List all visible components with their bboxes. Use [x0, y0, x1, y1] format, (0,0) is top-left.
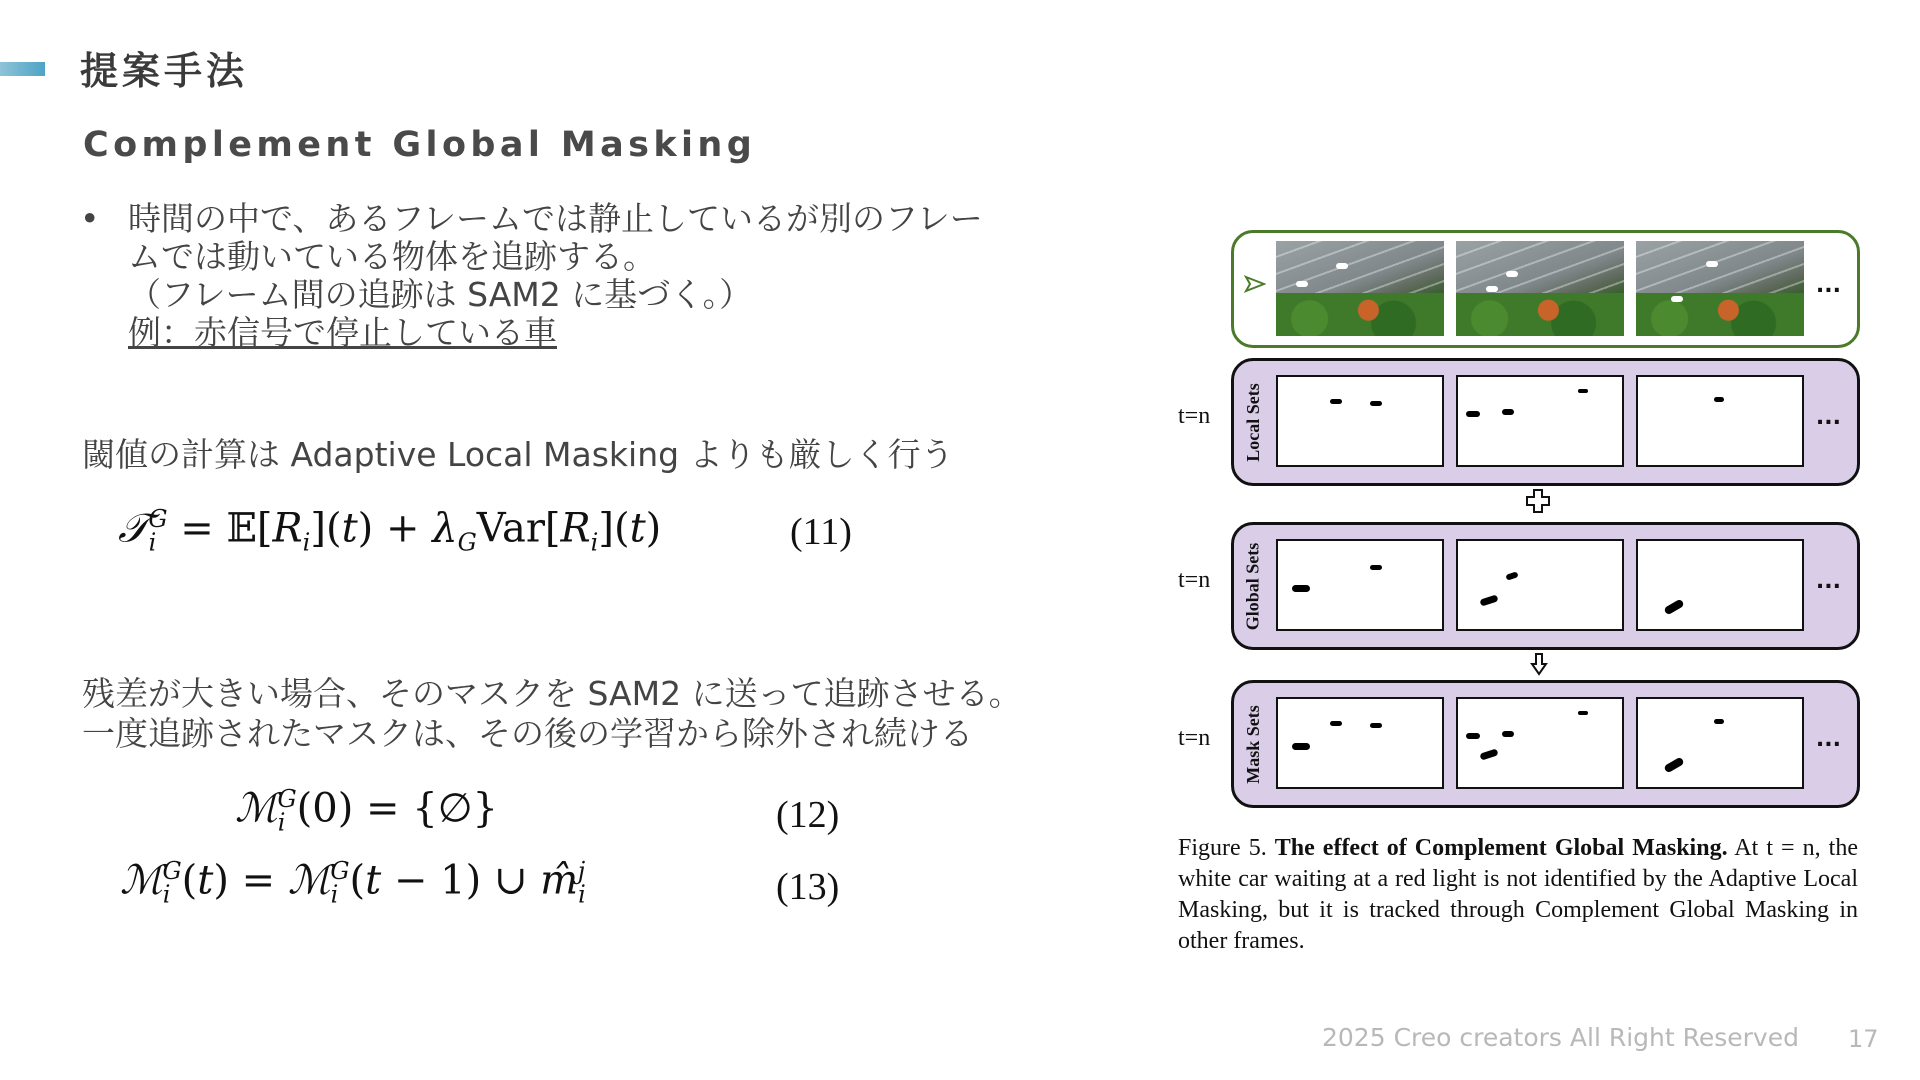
mask-cell-3	[1636, 697, 1804, 789]
equation-12-number: (12)	[776, 794, 840, 836]
time-label-mask: t=n	[1178, 725, 1211, 751]
bullet-point	[80, 200, 1100, 352]
down-arrow-icon	[1530, 652, 1548, 676]
video-frame-3	[1636, 241, 1804, 336]
global-ellipsis: ...	[1815, 569, 1841, 594]
bullet-example: 例：赤信号で停止している車	[128, 313, 557, 352]
video-frames-row	[1231, 230, 1860, 348]
mask-ellipsis: ...	[1815, 727, 1841, 752]
caption-bold: The effect of Complement Global Masking.	[1274, 835, 1728, 861]
mask-sets-row	[1231, 680, 1860, 808]
page-number: 17	[1848, 1025, 1879, 1053]
local-sets-row	[1231, 358, 1860, 486]
equation-11: 𝒯$_i^G$ = $𝔼[R_i](t) + \lambda_GVar[R_i](t)$	[118, 505, 662, 557]
bullet-marker: •	[80, 199, 100, 238]
frames-ellipsis: ...	[1815, 273, 1841, 298]
footer-copyright: 2025 Creo creators All Right Reserved	[1322, 1023, 1799, 1052]
bullet-line-3: （フレーム間の追跡は SAM2 に基づく。）	[128, 275, 753, 314]
local-ellipsis: ...	[1815, 405, 1841, 430]
global-mask-cell-1	[1276, 539, 1444, 631]
residual-text-line-1: 残差が大きい場合、そのマスクを SAM2 に送って追跡させる。	[82, 674, 1022, 713]
local-mask-cell-3	[1636, 375, 1804, 467]
residual-text-line-2: 一度追跡されたマスクは、その後の学習から除外され続ける	[82, 714, 973, 753]
local-sets-label: Local Sets	[1242, 382, 1263, 462]
video-frame-2	[1456, 241, 1624, 336]
slide-subtitle: Complement Global Masking	[83, 125, 757, 165]
mask-cell-2	[1456, 697, 1624, 789]
time-label-local: t=n	[1178, 403, 1211, 429]
plus-icon	[1525, 488, 1551, 514]
video-frame-1	[1276, 241, 1444, 336]
equation-13-number: (13)	[776, 866, 840, 908]
figure-caption	[1178, 833, 1858, 957]
slide-title: 提案手法	[80, 49, 249, 93]
time-label-global: t=n	[1178, 567, 1211, 593]
equation-12: ℳ$_i^G$(0) = {∅}	[235, 785, 498, 837]
global-sets-label: Global Sets	[1242, 542, 1263, 630]
mask-cell-1	[1276, 697, 1444, 789]
global-mask-cell-3	[1636, 539, 1804, 631]
bullet-line-1: 時間の中で、あるフレームでは静止しているが別のフレー	[128, 199, 983, 238]
global-mask-cell-2	[1456, 539, 1624, 631]
global-sets-row	[1231, 522, 1860, 650]
caption-prefix: Figure 5.	[1178, 835, 1267, 861]
local-mask-cell-2	[1456, 375, 1624, 467]
equation-11-number: (11)	[790, 511, 852, 553]
bullet-text	[128, 200, 1100, 352]
threshold-text: 閾値の計算は Adaptive Local Masking よりも厳しく行う	[82, 435, 954, 474]
caption-body: At t = n, the white car waiting at a red light is not identified by the Adaptive Local Masking, but it is tracked through Complement Global Masking in other frames.	[1178, 835, 1858, 954]
mask-sets-label: Mask Sets	[1242, 704, 1263, 784]
equation-13: ℳ$_i^G$(t) = ℳ$_i^G$(t − 1) ∪ $m̂_i^j$	[120, 857, 586, 909]
local-mask-cell-1	[1276, 375, 1444, 467]
bullet-line-2: ムでは動いている物体を追跡する。	[128, 237, 656, 276]
send-icon	[1244, 273, 1266, 295]
title-accent-bar	[0, 62, 45, 76]
